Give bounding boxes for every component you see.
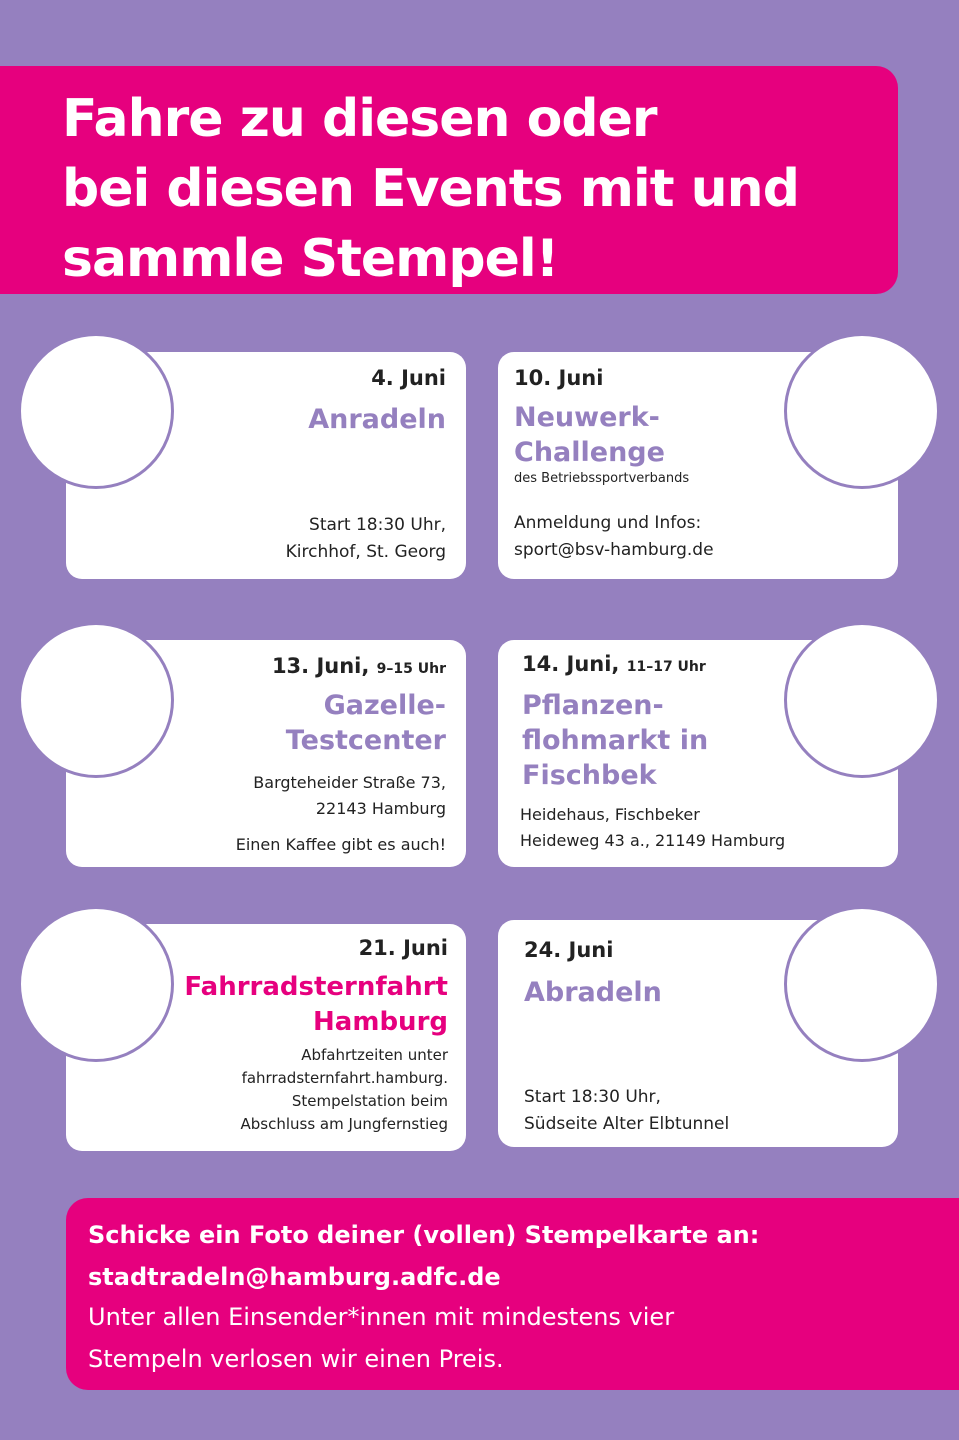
footer-headline	[88, 1214, 759, 1298]
event-title: Anradeln	[308, 404, 446, 435]
event-title	[514, 400, 665, 470]
footer-line: Schicke ein Foto deiner (vollen) Stempelkarte an:	[88, 1221, 760, 1249]
title-line: Challenge	[514, 437, 665, 468]
stamp-circle	[784, 333, 940, 489]
date-text: 14. Juni,	[522, 652, 620, 676]
detail-line: Abfahrtzeiten unter	[301, 1046, 448, 1064]
title-line: Pflanzen-	[522, 690, 664, 721]
stamp-circle	[18, 622, 174, 778]
stamp-circle	[784, 622, 940, 778]
footer-text: Unter allen Einsender*innen mit mindestens vier Stempeln verlosen wir einen Preis.	[88, 1303, 675, 1373]
page-title: Fahre zu diesen oder bei diesen Events mit und sammle Stempel!	[62, 89, 799, 289]
detail-line: Anmeldung und Infos:	[514, 513, 702, 533]
detail-line: Heideweg 43 a., 21149 Hamburg	[520, 831, 786, 850]
detail-line: 22143 Hamburg	[315, 799, 446, 818]
event-title	[286, 688, 446, 758]
event-date: 10. Juni	[514, 366, 604, 390]
detail-line: Abschluss am Jungfernstieg	[240, 1115, 448, 1133]
event-extra: Einen Kaffee gibt es auch!	[235, 835, 446, 854]
event-details	[253, 770, 446, 822]
event-date: 21. Juni	[358, 936, 448, 960]
event-details	[514, 510, 714, 564]
detail-line: sport@bsv-hamburg.de	[514, 540, 714, 560]
detail-line: Stempelstation beim	[291, 1092, 448, 1110]
event-date	[272, 654, 446, 678]
detail-line: Start 18:30 Uhr,	[309, 515, 446, 535]
stamp-circle	[784, 906, 940, 1062]
event-date	[522, 652, 706, 676]
title-line: Fischbek	[522, 760, 657, 791]
title-line: flohmarkt in	[522, 725, 709, 756]
detail-line: Heidehaus, Fischbeker	[520, 805, 700, 824]
event-title	[184, 970, 448, 1040]
event-date: 24. Juni	[524, 938, 614, 962]
footer-box	[66, 1198, 959, 1390]
stamp-circle	[18, 333, 174, 489]
detail-line: Südseite Alter Elbtunnel	[524, 1114, 730, 1134]
detail-line: fahrradsternfahrt.hamburg.	[241, 1069, 448, 1087]
event-subtitle: des Betriebssportverbands	[514, 471, 690, 486]
title-line: Gazelle-	[323, 690, 446, 721]
event-date: 4. Juni	[371, 366, 446, 390]
title-line: Testcenter	[285, 725, 446, 756]
date-text: 13. Juni,	[271, 654, 370, 678]
event-details	[524, 1084, 729, 1138]
stamp-circle	[18, 906, 174, 1062]
detail-line: Start 18:30 Uhr,	[524, 1087, 661, 1107]
event-title	[522, 688, 708, 793]
event-details	[241, 1044, 449, 1136]
title-line: Fahrradsternfahrt	[184, 972, 448, 1002]
title-line: Hamburg	[313, 1007, 448, 1037]
event-title: Abradeln	[524, 977, 662, 1008]
footer-email: stadtradeln@hamburg.adfc.de	[88, 1263, 501, 1291]
event-time: 11–17 Uhr	[626, 659, 706, 675]
detail-line: Kirchhof, St. Georg	[285, 542, 446, 562]
event-time: 9–15 Uhr	[376, 661, 446, 677]
title-line: Neuwerk-	[514, 402, 660, 433]
detail-line: Bargteheider Straße 73,	[253, 773, 446, 792]
event-details	[286, 512, 446, 566]
event-details	[520, 802, 785, 854]
